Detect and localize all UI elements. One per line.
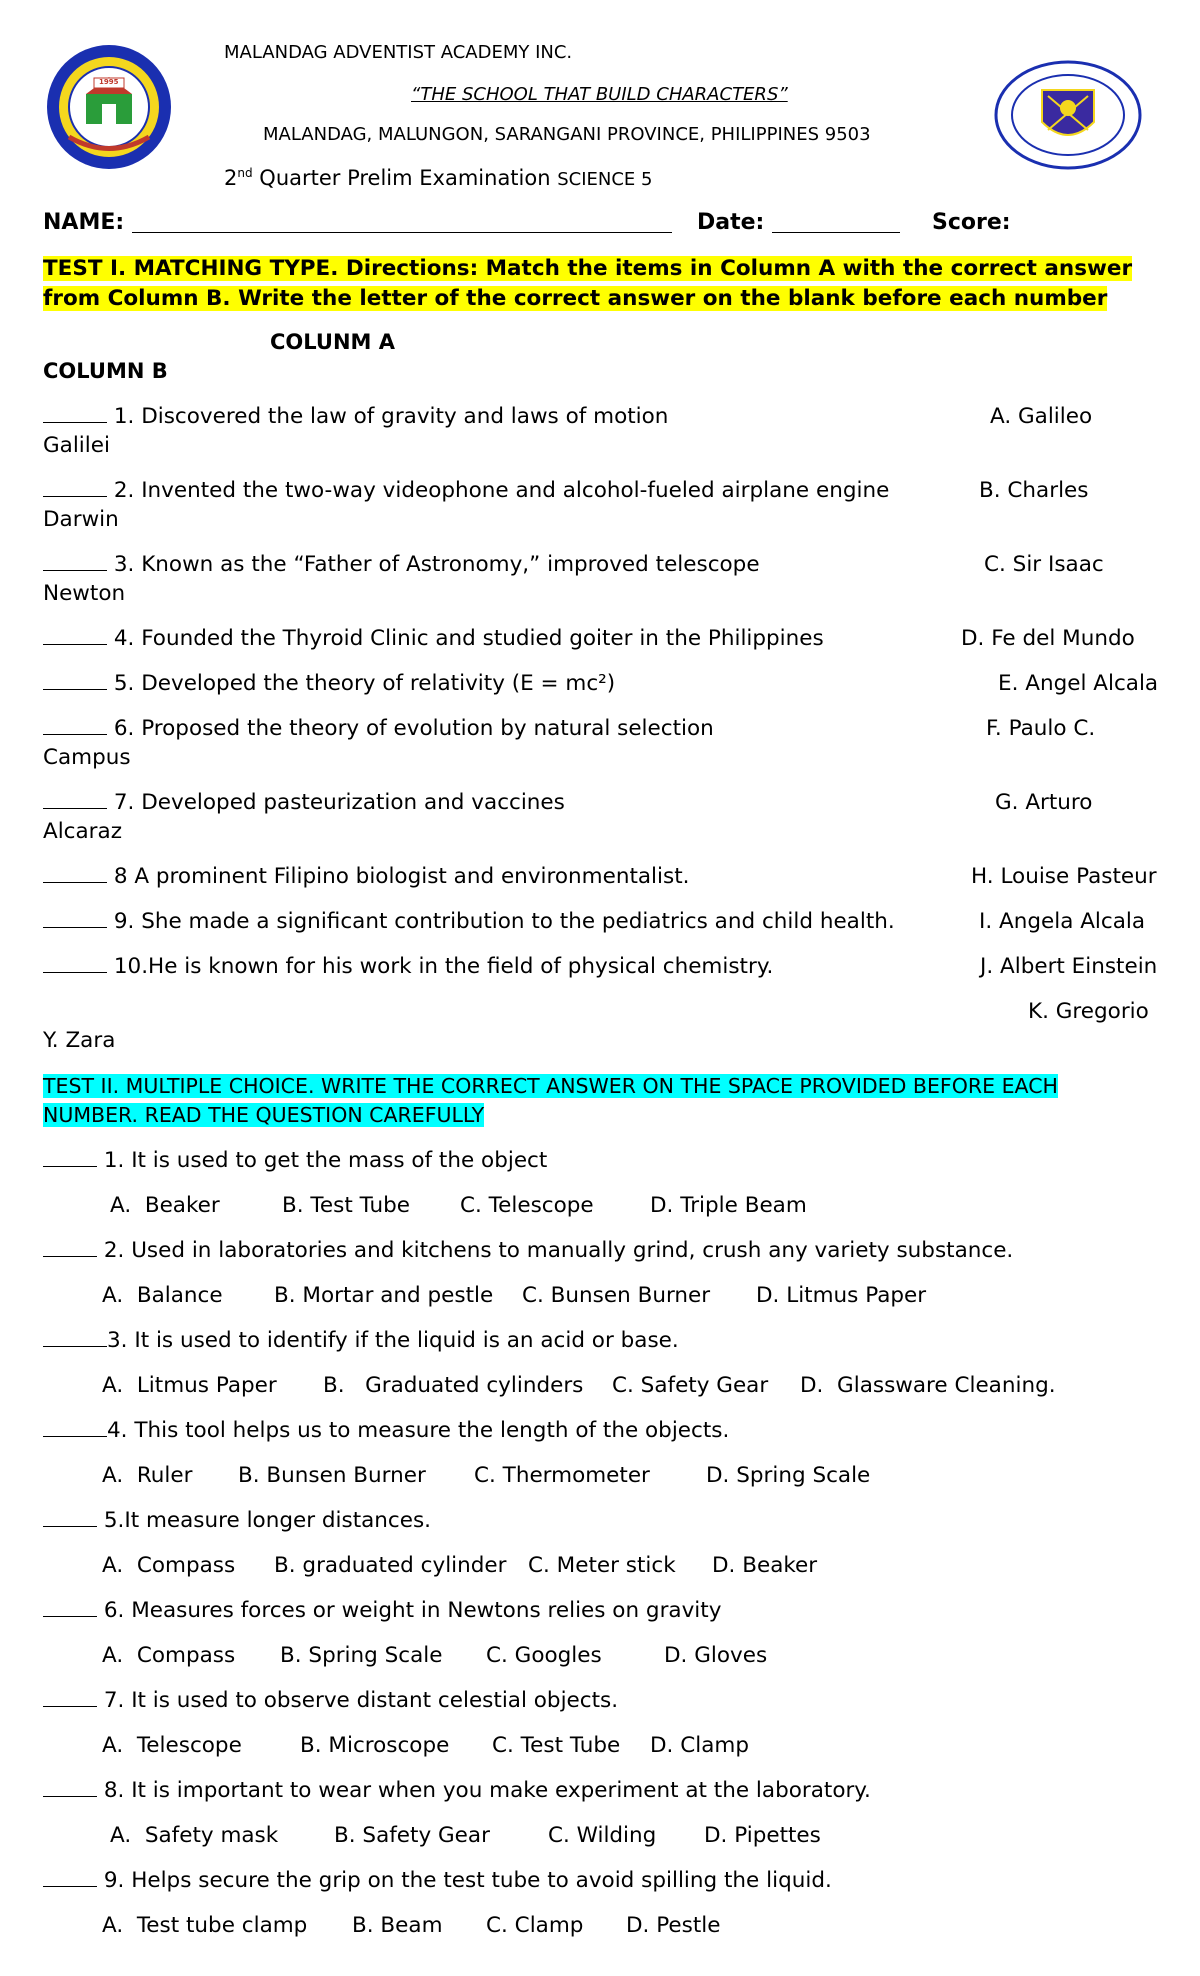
choice: A. Balance — [102, 1283, 223, 1308]
choice: C. Googles — [486, 1643, 602, 1668]
choice: D. Triple Beam — [650, 1193, 807, 1218]
test2-directions-line1: TEST II. MULTIPLE CHOICE. WRITE THE CORRECT ANSWER ON THE SPACE PROVIDED BEFORE EACH — [43, 1074, 1058, 1098]
test2-question — [43, 1778, 871, 1803]
test1-item-text: 2. Invented the two-way videophone and alcohol-fueled airplane engine — [113, 478, 890, 503]
column-b-choice: H. Louise Pasteur — [971, 864, 1157, 889]
test2-question-text: 4. This tool helps us to measure the length of the objects. — [107, 1418, 730, 1443]
test2-question-text: 9. Helps secure the grip on the test tube to avoid spilling the liquid. — [103, 1868, 832, 1893]
test2-question — [43, 1418, 729, 1443]
test2-question-text: 2. Used in laboratories and kitchens to manually grind, crush any variety substance. — [103, 1238, 1014, 1263]
test1-item-text: 1. Discovered the law of gravity and laws of motion — [113, 404, 669, 429]
column-b-choice-wrap: Darwin — [43, 507, 119, 532]
answer-blank[interactable] — [43, 1778, 97, 1797]
answer-blank[interactable] — [43, 1148, 97, 1167]
answer-blank[interactable] — [43, 478, 107, 497]
answer-blank[interactable] — [43, 404, 107, 423]
choice: D. Glassware Cleaning. — [800, 1373, 1056, 1398]
school-logo — [44, 42, 174, 172]
test1-item-text: 3. Known as the “Father of Astronomy,” improved telescope — [113, 552, 760, 577]
test2-question — [43, 1508, 431, 1533]
test1-item — [43, 716, 714, 741]
column-b-choice-wrap: Y. Zara — [43, 1028, 116, 1053]
choice: C. Test Tube — [492, 1733, 621, 1758]
column-b-choice: E. Angel Alcala — [998, 671, 1159, 696]
test1-item — [43, 404, 668, 429]
answer-blank[interactable] — [43, 716, 107, 735]
test2-question — [43, 1598, 721, 1623]
choice: C. Telescope — [460, 1193, 594, 1218]
column-b-choice-wrap: Alcaraz — [43, 819, 122, 844]
column-b-choice-wrap: Galilei — [43, 433, 110, 458]
column-b-heading: COLUMN B — [43, 359, 168, 383]
test1-item — [43, 909, 895, 934]
column-b-choice: B. Charles — [979, 478, 1089, 503]
column-b-choice: A. Galileo — [990, 404, 1093, 429]
choice: B. Bunsen Burner — [238, 1463, 426, 1488]
choice: A. Test tube clamp — [102, 1913, 308, 1938]
exam-title — [224, 166, 652, 190]
test1-item — [43, 671, 615, 696]
test1-item — [43, 552, 760, 577]
name-label: NAME: — [43, 210, 125, 235]
exam-title-num: 2 — [224, 166, 238, 190]
choice: C. Safety Gear — [612, 1373, 769, 1398]
deped-seal-graphic — [994, 60, 1142, 170]
answer-blank[interactable] — [43, 1328, 107, 1347]
test2-question-text: 5.It measure longer distances. — [103, 1508, 432, 1533]
school-name: MALANDAG ADVENTIST ACADEMY INC. — [224, 42, 573, 63]
test2-question — [43, 1238, 1013, 1263]
answer-blank[interactable] — [43, 626, 107, 645]
choice: D. Gloves — [664, 1643, 768, 1668]
choice: D. Litmus Paper — [756, 1283, 927, 1308]
choice: D. Spring Scale — [706, 1463, 871, 1488]
test2-directions-line2: NUMBER. READ THE QUESTION CAREFULLY — [43, 1103, 485, 1127]
test1-item — [43, 478, 889, 503]
score-label: Score: — [932, 210, 1011, 235]
test2-question — [43, 1328, 679, 1353]
answer-blank[interactable] — [43, 790, 107, 809]
test1-item-text: 6. Proposed the theory of evolution by natural selection — [113, 716, 714, 741]
answer-blank[interactable] — [43, 954, 107, 973]
choice: B. Safety Gear — [334, 1823, 490, 1848]
column-b-choice: G. Arturo — [995, 790, 1093, 815]
column-b-choice-wrap: Campus — [43, 745, 131, 770]
choice: A. Safety mask — [110, 1823, 279, 1848]
test1-directions-line2: from Column B. Write the letter of the correct answer on the blank before each number — [43, 286, 1108, 311]
choice: D. Clamp — [650, 1733, 749, 1758]
name-field — [43, 210, 672, 235]
column-b-choice: F. Paulo C. — [986, 716, 1096, 741]
choice: C. Bunsen Burner — [522, 1283, 711, 1308]
answer-blank[interactable] — [43, 1418, 107, 1437]
test1-item-text: 9. She made a significant contribution to the pediatrics and child health. — [113, 909, 895, 934]
answer-blank[interactable] — [43, 1868, 97, 1887]
test2-question — [43, 1688, 618, 1713]
choice: A. Compass — [102, 1553, 236, 1578]
choice: D. Beaker — [712, 1553, 818, 1578]
test1-item-text: 5. Developed the theory of relativity (E = mc²) — [113, 671, 616, 696]
test2-question-text: 6. Measures forces or weight in Newtons relies on gravity — [103, 1598, 722, 1623]
test1-item — [43, 626, 824, 651]
deped-logo — [994, 60, 1142, 170]
test1-item — [43, 864, 689, 889]
choice: A. Beaker — [110, 1193, 220, 1218]
choice: B. Spring Scale — [280, 1643, 443, 1668]
choice: A. Compass — [102, 1643, 236, 1668]
choice: C. Wilding — [548, 1823, 657, 1848]
column-b-choice-wrap: Newton — [43, 581, 126, 606]
school-seal-graphic — [44, 42, 174, 172]
answer-blank[interactable] — [43, 671, 107, 690]
column-b-choice: J. Albert Einstein — [980, 954, 1158, 979]
date-blank[interactable] — [772, 210, 900, 233]
choice: C. Clamp — [486, 1913, 584, 1938]
school-motto: “THE SCHOOL THAT BUILD CHARACTERS” — [411, 84, 788, 105]
school-address: MALANDAG, MALUNGON, SARANGANI PROVINCE, PHILIPPINES 9503 — [263, 124, 871, 145]
test1-item-text: 7. Developed pasteurization and vaccines — [113, 790, 565, 815]
column-b-choice: I. Angela Alcala — [979, 909, 1146, 934]
test1-item — [43, 790, 565, 815]
answer-blank[interactable] — [43, 1598, 97, 1617]
choice: B. Graduated cylinders — [323, 1373, 584, 1398]
choice: A. Ruler — [102, 1463, 193, 1488]
choice: D. Pestle — [626, 1913, 721, 1938]
choice: A. Litmus Paper — [102, 1373, 277, 1398]
test1-directions-line1: TEST I. MATCHING TYPE. Directions: Match the items in Column A with the correct answer — [43, 256, 1133, 281]
exam-subject: SCIENCE 5 — [557, 169, 653, 190]
answer-blank[interactable] — [43, 552, 107, 571]
date-field — [697, 210, 900, 235]
answer-blank[interactable] — [43, 1508, 97, 1527]
choice: D. Pipettes — [704, 1823, 821, 1848]
test2-question — [43, 1868, 832, 1893]
school-logo-year: 1995 — [99, 78, 119, 86]
test1-item — [43, 954, 773, 979]
choice: B. Test Tube — [282, 1193, 410, 1218]
choice: B. Beam — [352, 1913, 443, 1938]
test2-question-text: 3. It is used to identify if the liquid is an acid or base. — [107, 1328, 679, 1353]
choice: B. Microscope — [300, 1733, 450, 1758]
answer-blank[interactable] — [43, 1688, 97, 1707]
date-label: Date: — [697, 210, 765, 235]
choice: C. Thermometer — [474, 1463, 650, 1488]
test1-item-text: 8 A prominent Filipino biologist and environmentalist. — [113, 864, 690, 889]
test2-question-text: 7. It is used to observe distant celestial objects. — [103, 1688, 619, 1713]
column-b-choice: K. Gregorio — [1028, 999, 1149, 1024]
test2-question — [43, 1148, 547, 1173]
test2-question-text: 1. It is used to get the mass of the object — [103, 1148, 548, 1173]
column-a-heading: COLUNM A — [270, 330, 395, 354]
test1-item-text: 10.He is known for his work in the field of physical chemistry. — [113, 954, 774, 979]
test1-item-text: 4. Founded the Thyroid Clinic and studied goiter in the Philippines — [113, 626, 824, 651]
test2-question-text: 8. It is important to wear when you make experiment at the laboratory. — [103, 1778, 871, 1803]
choice: B. Mortar and pestle — [274, 1283, 494, 1308]
choice: B. graduated cylinder — [274, 1553, 507, 1578]
choice: C. Meter stick — [528, 1553, 676, 1578]
name-blank[interactable] — [132, 210, 672, 233]
answer-blank[interactable] — [43, 909, 107, 928]
column-b-choice: D. Fe del Mundo — [961, 626, 1135, 651]
answer-blank[interactable] — [43, 1238, 97, 1257]
choice: A. Telescope — [102, 1733, 242, 1758]
answer-blank[interactable] — [43, 864, 107, 883]
exam-title-text: Quarter Prelim Examination — [252, 166, 558, 190]
column-b-choice: C. Sir Isaac — [984, 552, 1104, 577]
exam-title-sup: nd — [237, 166, 253, 180]
